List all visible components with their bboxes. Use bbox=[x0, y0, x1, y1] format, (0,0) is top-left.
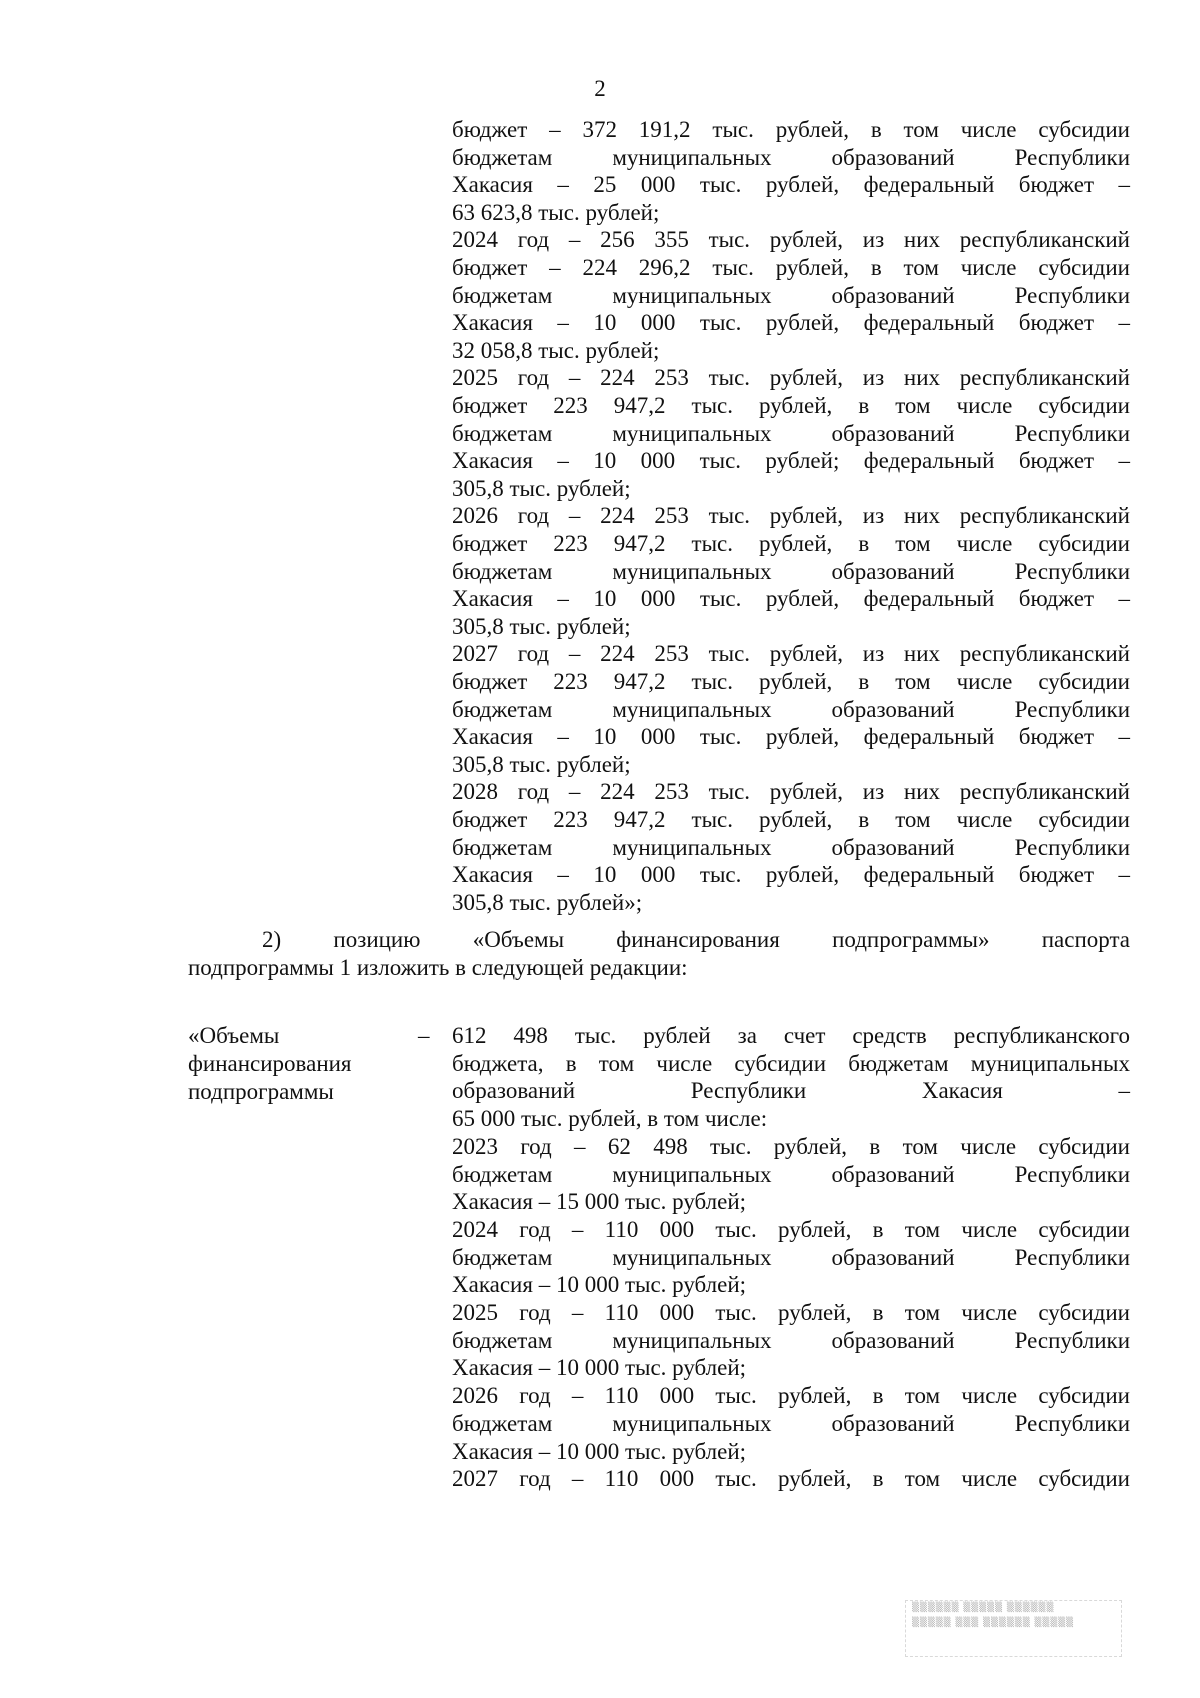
paragraph-line: 2) позицию «Объемы финансирования подпрограммы» паспорта bbox=[262, 927, 1130, 952]
top-lines-line: 2024 год – 256 355 тыс. рублей, из них республиканский bbox=[452, 227, 1130, 253]
section-lines-line: 2023 год – 62 498 тыс. рублей, в том числе субсидии bbox=[452, 1133, 1130, 1159]
section-lines-line: Хакасия – 10 000 тыс. рублей; bbox=[452, 1355, 747, 1381]
top-lines-line: бюджет – 372 191,2 тыс. рублей, в том числе субсидии bbox=[452, 117, 1130, 142]
stamp-image: ▒▒▒▒▒▒ ▒▒▒▒▒ ▒▒▒▒▒▒ ▒▒▒▒▒ ▒▒▒ ▒▒▒▒▒▒ ▒▒▒▒▒ bbox=[905, 1600, 1122, 1657]
section-lines-line: образований Республики Хакасия – bbox=[452, 1078, 1130, 1104]
section-lines-line: бюджета, в том числе субсидии бюджетам муниципальных bbox=[452, 1050, 1130, 1076]
section-lines-line: 2026 год – 110 000 тыс. рублей, в том числе субсидии bbox=[452, 1383, 1130, 1409]
section-lines-line: бюджетам муниципальных образований Республики bbox=[452, 1244, 1130, 1270]
top-lines-line: 305,8 тыс. рублей»; bbox=[452, 889, 643, 915]
page-number: 2 bbox=[594, 76, 606, 101]
top-lines-line: бюджет – 224 296,2 тыс. рублей, в том числе субсидии bbox=[452, 255, 1130, 280]
section-lines-line: Хакасия – 10 000 тыс. рублей; bbox=[452, 1272, 747, 1298]
paragraph-line: подпрограммы 1 изложить в следующей редакции: bbox=[188, 955, 688, 980]
top-lines-line: бюджетам муниципальных образований Республики bbox=[452, 558, 1130, 584]
top-lines-line: Хакасия – 10 000 тыс. рублей, федеральный бюджет – bbox=[452, 310, 1130, 336]
section-lines-line: 612 498 тыс. рублей за счет средств республиканского bbox=[452, 1023, 1130, 1048]
section-lines-line: Хакасия – 15 000 тыс. рублей; bbox=[452, 1189, 747, 1215]
section-label-line: подпрограммы bbox=[188, 1079, 334, 1104]
top-lines-line: бюджет 223 947,2 тыс. рублей, в том числе субсидии bbox=[452, 531, 1130, 556]
section-label-line: финансирования bbox=[188, 1051, 352, 1076]
top-lines-line: Хакасия – 10 000 тыс. рублей, федеральный бюджет – bbox=[452, 586, 1130, 612]
top-lines-line: 2025 год – 224 253 тыс. рублей, из них республиканский bbox=[452, 365, 1130, 391]
top-lines-line: бюджетам муниципальных образований Республики bbox=[452, 420, 1130, 446]
top-lines-line: бюджет 223 947,2 тыс. рублей, в том числе субсидии bbox=[452, 669, 1130, 694]
section-lines-line: 2025 год – 110 000 тыс. рублей, в том числе субсидии bbox=[452, 1300, 1130, 1325]
top-lines-line: 2026 год – 224 253 тыс. рублей, из них республиканский bbox=[452, 503, 1130, 529]
top-lines-line: бюджет 223 947,2 тыс. рублей, в том числе субсидии bbox=[452, 393, 1130, 418]
section-label-line: «Объемы bbox=[188, 1023, 280, 1048]
top-lines-line: 32 058,8 тыс. рублей; bbox=[452, 337, 660, 363]
section-lines-line: Хакасия – 10 000 тыс. рублей; bbox=[452, 1438, 747, 1464]
top-lines-line: бюджет 223 947,2 тыс. рублей, в том числе субсидии bbox=[452, 807, 1130, 832]
top-lines-line: бюджетам муниципальных образований Республики bbox=[452, 834, 1130, 860]
top-lines-line: Хакасия – 25 000 тыс. рублей, федеральный бюджет – bbox=[452, 172, 1130, 198]
top-lines-line: 305,8 тыс. рублей; bbox=[452, 613, 631, 639]
top-lines-line: 2028 год – 224 253 тыс. рублей, из них республиканский bbox=[452, 779, 1130, 805]
top-lines-line: 305,8 тыс. рублей; bbox=[452, 475, 631, 501]
section-lines-line: бюджетам муниципальных образований Республики bbox=[452, 1161, 1130, 1187]
top-lines-line: 305,8 тыс. рублей; bbox=[452, 751, 631, 777]
section-lines-line: 65 000 тыс. рублей, в том числе: bbox=[452, 1106, 768, 1132]
top-lines-line: бюджетам муниципальных образований Республики bbox=[452, 282, 1130, 308]
top-lines-line: бюджетам муниципальных образований Республики bbox=[452, 144, 1130, 170]
section-lines-line: 2027 год – 110 000 тыс. рублей, в том числе субсидии bbox=[452, 1466, 1130, 1492]
top-lines-line: 63 623,8 тыс. рублей; bbox=[452, 199, 660, 225]
top-lines-line: Хакасия – 10 000 тыс. рублей; федеральный бюджет – bbox=[452, 448, 1130, 474]
section-lines-line: бюджетам муниципальных образований Республики bbox=[452, 1327, 1130, 1353]
top-lines-line: Хакасия – 10 000 тыс. рублей, федеральный бюджет – bbox=[452, 724, 1130, 750]
section-lines-line: бюджетам муниципальных образований Республики bbox=[452, 1410, 1130, 1436]
top-lines-line: 2027 год – 224 253 тыс. рублей, из них республиканский bbox=[452, 641, 1130, 667]
section-lines-line: 2024 год – 110 000 тыс. рублей, в том числе субсидии bbox=[452, 1216, 1130, 1242]
top-lines-line: Хакасия – 10 000 тыс. рублей, федеральный бюджет – bbox=[452, 862, 1130, 888]
top-lines-line: бюджетам муниципальных образований Республики bbox=[452, 696, 1130, 722]
section-dash: – bbox=[418, 1023, 430, 1048]
